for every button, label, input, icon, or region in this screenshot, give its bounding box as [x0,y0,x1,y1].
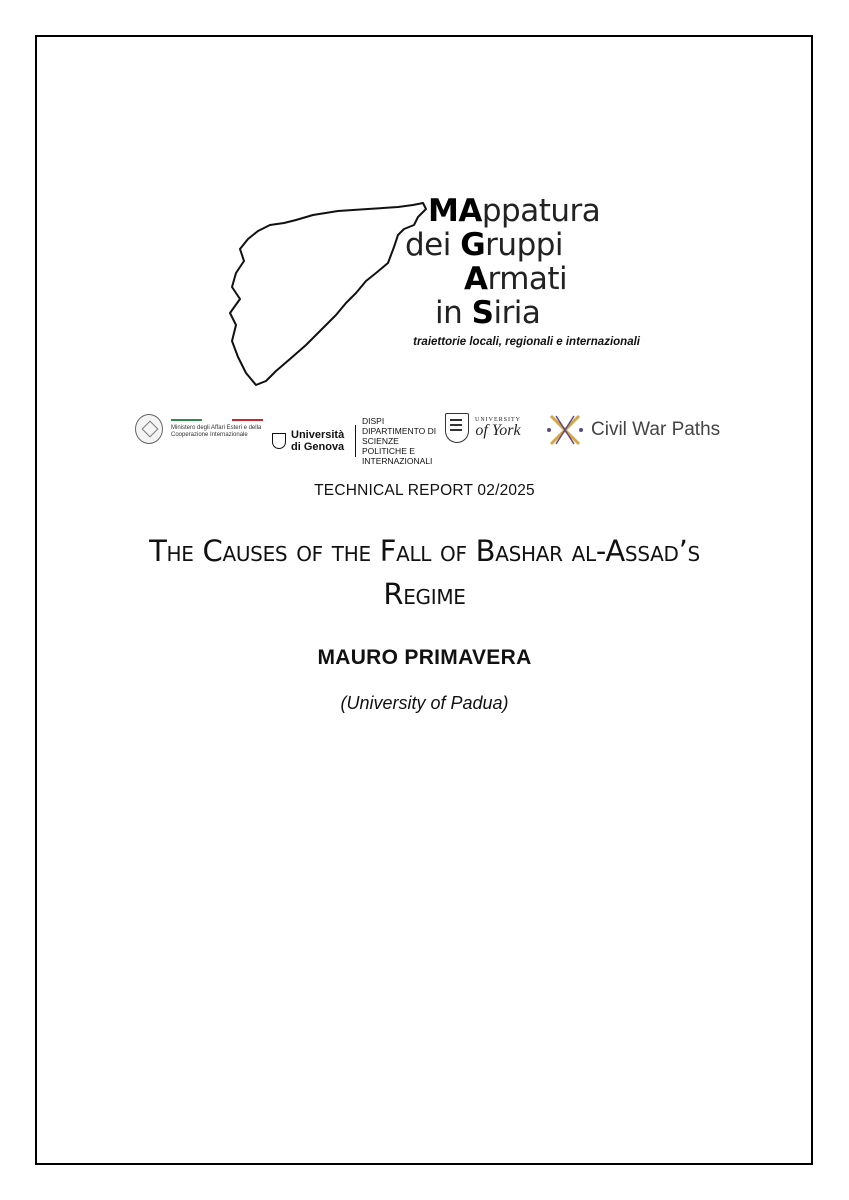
syria-map-outline [218,195,428,390]
ministry-name: Ministero degli Affari Esteri e della Cooperazione Internazionale [171,425,262,438]
italian-flag-bar [171,419,263,421]
civil-war-paths-icon [547,412,583,448]
unige-dispi-logo [272,416,440,466]
logo-initial: A [464,261,488,297]
logo-word: ruppi [485,227,564,263]
project-logo-wordmark [398,192,658,332]
logo-line-gruppi [405,228,563,262]
logo-word: iria [493,295,541,331]
logo-word: ppatura [481,193,601,229]
report-title: The Causes of the Fall of Bashar al-Assad’s Regime [149,534,700,611]
author-affiliation: (University of Padua) [340,693,509,713]
logo-word: rmati [487,261,568,297]
logo-prefix: in [435,295,472,331]
unige-shield-icon [272,433,286,449]
unige-name: Università di Genova [291,429,345,453]
logo-line-mappatura [428,194,600,228]
ministry-text-block [171,419,266,439]
logo-divider [355,425,356,457]
italian-republic-emblem-icon [135,414,163,444]
author-name: MAURO PRIMAVERA [317,646,532,669]
report-number: TECHNICAL REPORT 02/2025 [314,482,535,499]
civil-war-paths-name: Civil War Paths [591,419,721,440]
logo-initial: G [460,227,486,263]
project-tagline: traiettorie locali, regionali e internazionali [413,336,640,348]
civil-war-paths-logo [547,412,720,448]
york-of-york-label: of York [475,422,521,439]
york-wordmark [475,417,521,439]
york-crest-icon [445,413,469,443]
logo-initial: MA [428,193,482,229]
dispi-name: DISPI DIPARTIMENTO DI SCIENZE POLITICHE E INTERNAZIONALI [362,416,437,466]
ministry-logo [135,414,266,444]
york-logo [445,413,521,443]
york-university-label: UNIVERSITY [475,417,521,423]
partner-logos [130,410,730,466]
logo-initial: S [471,295,494,331]
logo-line-armati [464,262,567,296]
logo-prefix: dei [405,227,461,263]
logo-line-siria [435,296,540,330]
